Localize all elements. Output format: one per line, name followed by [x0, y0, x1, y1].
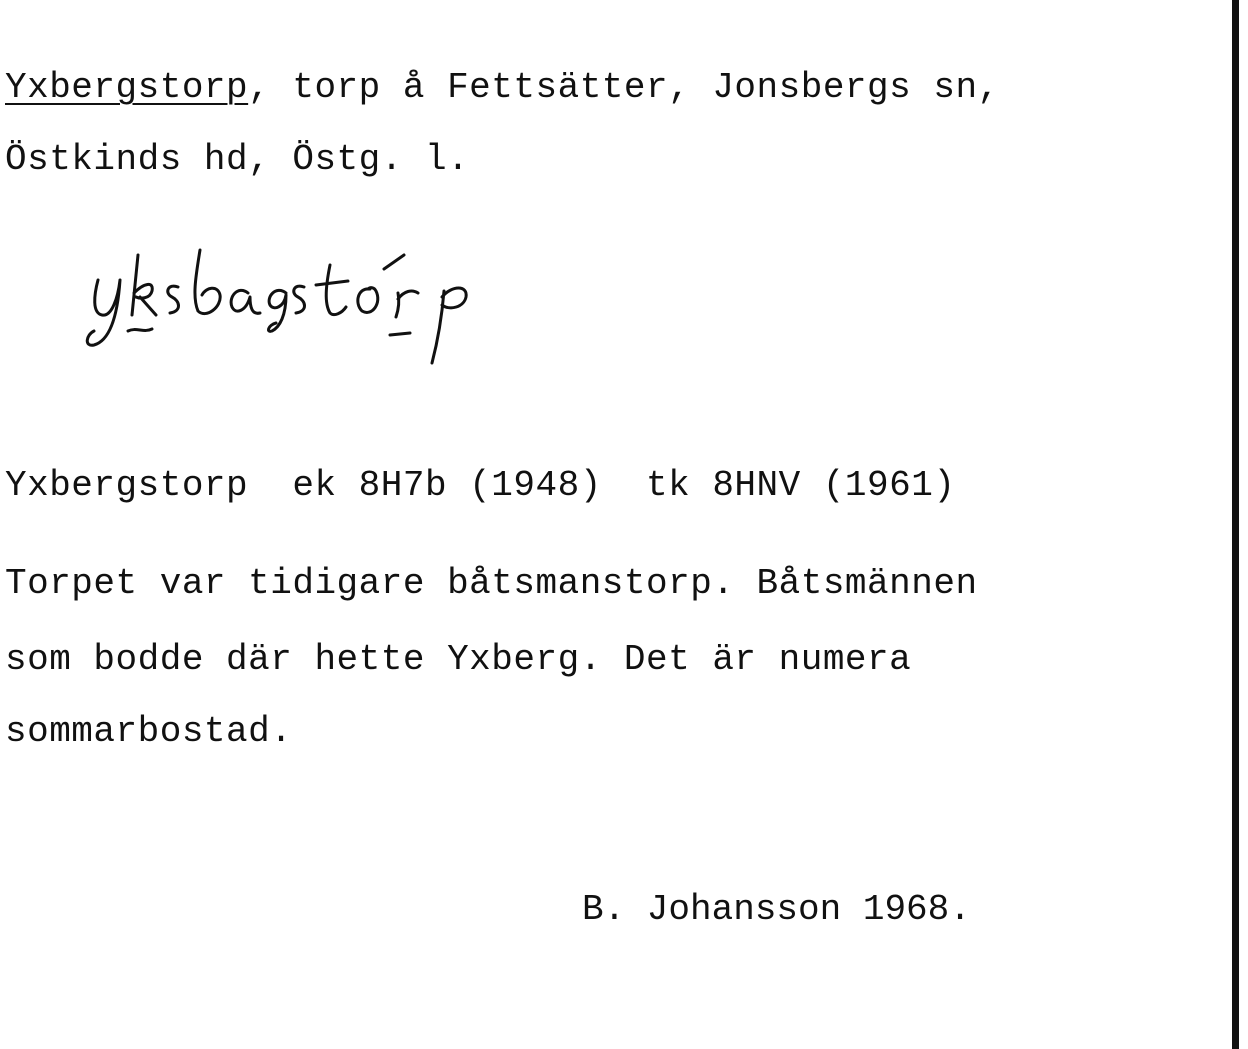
note-line: sommarbostad. — [5, 711, 293, 752]
header-line-1 — [5, 68, 1000, 108]
reference-line: Yxbergstorp ek 8H7b (1948) tk 8HNV (1961) — [5, 465, 956, 506]
header-rest: , torp å Fettsätter, Jonsbergs sn, — [248, 67, 1000, 108]
card-edge-line — [1232, 0, 1239, 1049]
signature: B. Johansson 1968. — [582, 889, 971, 930]
note-line: Torpet var tidigare båtsmanstorp. Båtsmännen — [5, 563, 978, 604]
handwritten-pronunciation — [80, 235, 510, 375]
note-line: som bodde där hette Yxberg. Det är numera — [5, 639, 912, 680]
headword: Yxbergstorp — [5, 67, 249, 108]
header-line-2: Östkinds hd, Östg. l. — [5, 139, 470, 180]
